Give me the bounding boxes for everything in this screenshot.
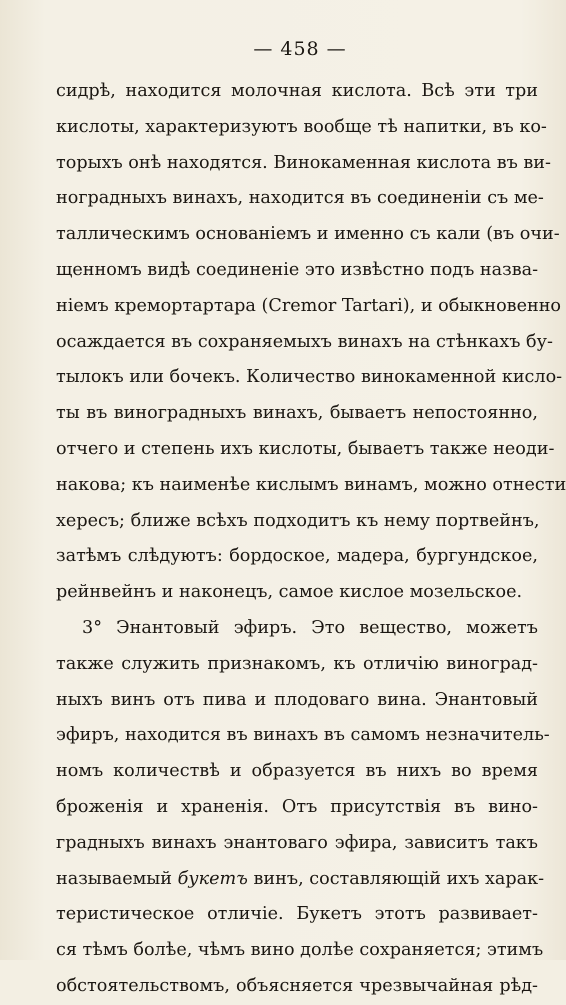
text-line: торыхъ онѣ находятся. Винокаменная кислота въ ви- bbox=[56, 152, 551, 173]
italic-term: букетъ bbox=[177, 868, 248, 889]
text-line: также служить признакомъ, къ отличiю виноград- bbox=[56, 653, 538, 674]
text-line: рейнвейнъ и наконецъ, самое кислое мозельское. bbox=[56, 582, 523, 603]
text-line: таллическимъ основанiемъ и именно съ кали (въ очи- bbox=[56, 224, 560, 245]
text-line: ныхъ винъ отъ пива и плодоваго вина. Энантовый bbox=[56, 689, 538, 710]
text-line: кислоты, характеризуютъ вообще тѣ напитки, въ ко- bbox=[56, 116, 547, 137]
text-line: номъ количествѣ и образуется въ нихъ во время bbox=[56, 761, 538, 782]
page-number: — 458 — bbox=[253, 38, 347, 60]
text-line: градныхъ винахъ энантоваго эфира, зависитъ такъ bbox=[56, 832, 538, 853]
text-line: ноградныхъ винахъ, находится въ соединенiи съ ме- bbox=[56, 188, 544, 209]
body-text bbox=[56, 74, 566, 1005]
text-line: нiемъ кремортартара (Cremor Tartari), и обыкновенно bbox=[56, 295, 562, 316]
text-segment: называемый bbox=[56, 868, 178, 889]
text-line: сидрѣ, находится молочная кислота. Всѣ эти три bbox=[56, 81, 538, 101]
text-line: эфиръ, находится въ винахъ въ самомъ незначитель- bbox=[56, 725, 550, 746]
text-line: броженiя и храненiя. Отъ присутствiя въ вино- bbox=[56, 796, 538, 817]
text-line: накова; къ наименѣе кислымъ винамъ, можно отнести bbox=[56, 474, 566, 495]
text-line: отчего и степень ихъ кислоты, бываетъ также неоди- bbox=[56, 438, 555, 459]
text-line: щенномъ видѣ соединенiе это извѣстно подъ назва- bbox=[56, 259, 539, 280]
text-line: обстоятельствомъ, объясняется чрезвычайная рѣд- bbox=[56, 975, 538, 996]
text-line: ты въ виноградныхъ винахъ, бываетъ непостоянно, bbox=[56, 403, 538, 424]
text-line: теристическое отличiе. Букетъ этотъ развивает- bbox=[56, 904, 538, 925]
text-segment: винъ, составляющiй ихъ харак- bbox=[247, 868, 545, 889]
text-line: тылокъ или бочекъ. Количество винокаменной кисло- bbox=[56, 367, 563, 388]
text-line bbox=[56, 862, 545, 898]
text-line: затѣмъ слѣдуютъ: бордоское, мадера, бургундское, bbox=[56, 546, 538, 567]
text-line: осаждается въ сохраняемыхъ винахъ на стѣнкахъ бу- bbox=[56, 331, 553, 352]
text-line: ся тѣмъ болѣе, чѣмъ вино долѣе сохраняется; этимъ bbox=[56, 940, 544, 961]
text-line: хересъ; ближе всѣхъ подходитъ къ нему портвейнъ, bbox=[56, 510, 540, 531]
text-line: 3° Энантовый эфиръ. Это вещество, можетъ bbox=[82, 617, 538, 638]
